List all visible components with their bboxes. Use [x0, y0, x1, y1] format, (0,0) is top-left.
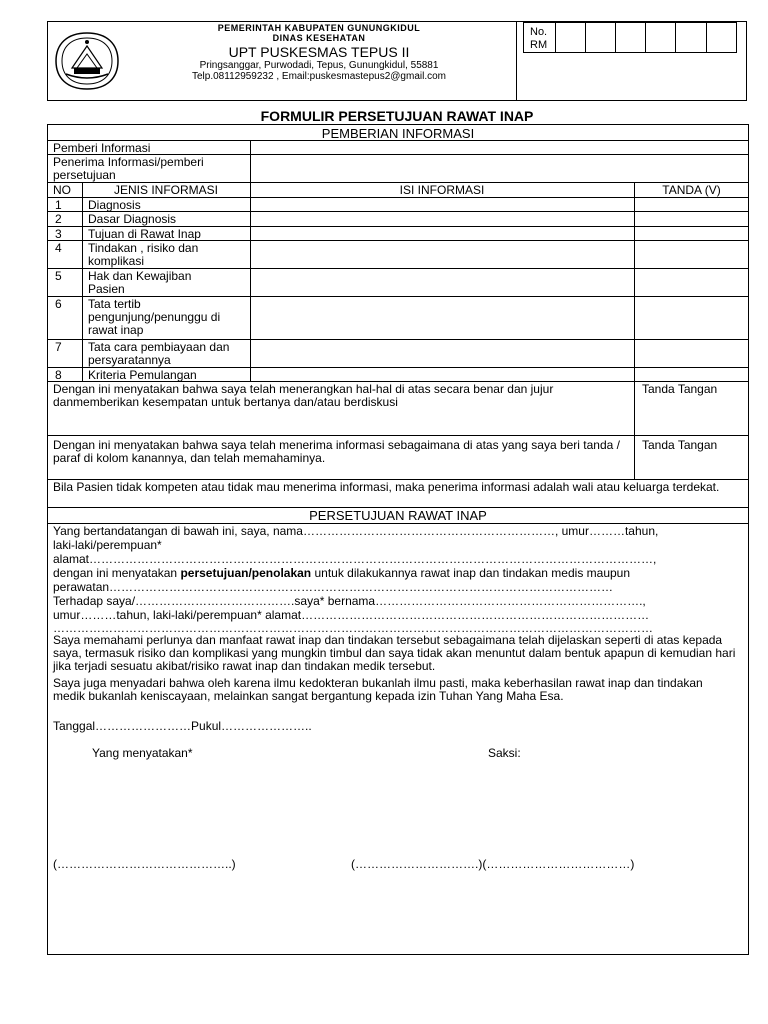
row-jenis: Tata cara pembiayaan dan persyaratannya — [88, 340, 230, 367]
form-title: FORMULIR PERSETUJUAN RAWAT INAP — [260, 108, 534, 124]
col-jenis-header: JENIS INFORMASI — [113, 183, 218, 197]
consent-line-decision — [53, 567, 630, 580]
letterhead-divider — [516, 21, 517, 101]
consent-line-continuation: …………………………………………………………………………………………………………………………………… — [53, 622, 653, 635]
pemberi-field[interactable] — [251, 141, 748, 154]
row-jenis: Dasar Diagnosis — [88, 212, 177, 226]
row-divider — [47, 197, 749, 198]
dept-name: DINAS KESEHATAN — [272, 33, 366, 43]
unit-name: UPT PUSKESMAS TEPUS II — [228, 44, 410, 60]
row-jenis: Diagnosis — [88, 198, 141, 212]
signature-field-penerima[interactable] — [635, 454, 748, 478]
row-no: 6 — [55, 297, 62, 311]
no-rm-label-1: No. — [530, 26, 548, 38]
consent-decision-choice[interactable]: persetujuan/penolakan — [180, 566, 312, 580]
row-no: 8 — [55, 368, 62, 382]
row-jenis: Tindakan , risiko dan komplikasi — [88, 241, 199, 268]
row-jenis: Kriteria Pemulangan — [88, 368, 197, 382]
guardian-note: Bila Pasien tidak kompeten atau tidak mau menerima informasi, maka penerima informasi adalah wali atau keluarga terdekat. — [53, 480, 720, 494]
signature-label-pemberi: Tanda Tangan — [642, 382, 718, 396]
col-divider — [250, 140, 251, 381]
consent-line-patient-age: umur………tahun, laki-laki/perempuan* alamat…………………………………………………………………………… — [53, 609, 650, 622]
signature-field-pemberi[interactable] — [635, 398, 748, 434]
signature-label-penerima: Tanda Tangan — [642, 438, 718, 452]
section-persetujuan-title: PERSETUJUAN RAWAT INAP — [309, 508, 487, 523]
unit-contact: Telp.08112959232 , Email:puskesmastepus2@gmail.com — [192, 71, 446, 82]
row-no: 7 — [55, 340, 62, 354]
row-jenis: Tata tertib pengunjung/penunggu di rawat inap — [88, 297, 221, 337]
no-rm-cell-divider — [675, 22, 676, 53]
statement-pemberi: Dengan ini menyatakan bahwa saya telah menerangkan hal-hal di atas secara benar dan jujur danmemberikan kesempatan untuk bertanya dan/atau berdiskusi — [53, 382, 554, 409]
declarant-label: Yang menyatakan* — [92, 746, 193, 760]
consent-line-care: perawatan……………………………………………………………………………………………………………… — [53, 581, 614, 594]
row-jenis: Tujuan di Rawat Inap — [88, 227, 201, 241]
section-pemberian-informasi-title: PEMBERIAN INFORMASI — [321, 126, 475, 141]
row-divider — [47, 523, 749, 524]
col-isi-header: ISI INFORMASI — [399, 183, 485, 197]
consent-line-gender: laki-laki/perempuan* — [53, 538, 162, 552]
consent-line-name: Yang bertandatangan di bawah ini, saya, nama………………………………………………………, umur………tahun, — [53, 525, 659, 538]
row-no: 4 — [55, 241, 62, 255]
col-divider — [82, 182, 83, 381]
row-divider — [47, 296, 749, 297]
row-no: 3 — [55, 227, 62, 241]
row-jenis: Hak dan Kewajiban Pasien — [88, 269, 192, 296]
no-rm-cell-divider — [585, 22, 586, 53]
declarant-signature-line[interactable]: (……………………………………..) — [53, 857, 236, 871]
no-rm-cell-divider — [615, 22, 616, 53]
row-no: 2 — [55, 212, 62, 226]
col-tanda-header: TANDA (V) — [662, 183, 721, 197]
gov-name: PEMERINTAH KABUPATEN GUNUNGKIDUL — [217, 23, 421, 33]
row-no: 5 — [55, 269, 62, 283]
district-emblem-icon — [52, 30, 122, 92]
witness-signature-line[interactable]: (………………………….)(………………………………) — [351, 857, 635, 871]
consent-line-patient-name: Terhadap saya/………………………………….saya* bernama…………………………………………………………., — [53, 595, 646, 608]
penerima-label: Penerima Informasi/pemberi persetujuan — [53, 155, 204, 182]
pemberi-label: Pemberi Informasi — [53, 141, 151, 155]
unit-address: Pringsanggar, Purwodadi, Tepus, Gunungkidul, 55881 — [199, 60, 439, 71]
col-no-header: NO — [53, 183, 71, 197]
row-divider — [47, 435, 749, 436]
no-rm-cell-divider — [555, 22, 556, 53]
no-rm-cell-divider — [706, 22, 707, 53]
witness-label: Saksi: — [488, 746, 521, 760]
penerima-field[interactable] — [251, 155, 748, 182]
row-no: 1 — [55, 198, 62, 212]
consent-paragraph-understanding: Saya memahami perlunya dan manfaat rawat inap dan tindakan tersebut sebagaimana telah dijelaskan seperti di atas kepada saya, termasuk risiko dan komplikasi yang mungkin timbul dan saya tidak akan menuntut dalam bentuk apapun di kemudian hari jika terjadi sesuatu akibat/risiko rawat inap dan tindakan medik tersebut. — [53, 633, 736, 673]
consent-paragraph-awareness: Saya juga menyadari bahwa oleh karena ilmu kedokteran bukanlah ilmu pasti, maka keberhasilan rawat inap dan tindakan medik bukanlah keniscayaan, melainkan sangat bergantung kepada izin Tuhan Yang Maha Esa. — [53, 676, 703, 703]
consent-decision-prefix: dengan ini menyatakan — [53, 566, 181, 580]
statement-penerima: Dengan ini menyatakan bahwa saya telah menerima informasi sebagaimana di atas yang saya beri tanda / paraf di kolom kanannya, dan telah memahaminya. — [53, 438, 620, 465]
consent-line-address: alamat……………………………………………………………………………………………………………………………, — [53, 553, 657, 566]
consent-decision-suffix: untuk dilakukannya rawat inap dan tindakan medis maupun — [311, 566, 631, 580]
no-rm-label-2: RM — [530, 39, 548, 51]
no-rm-cell-divider — [645, 22, 646, 53]
date-time-line[interactable]: Tanggal……………………Pukul………………….. — [53, 719, 312, 733]
